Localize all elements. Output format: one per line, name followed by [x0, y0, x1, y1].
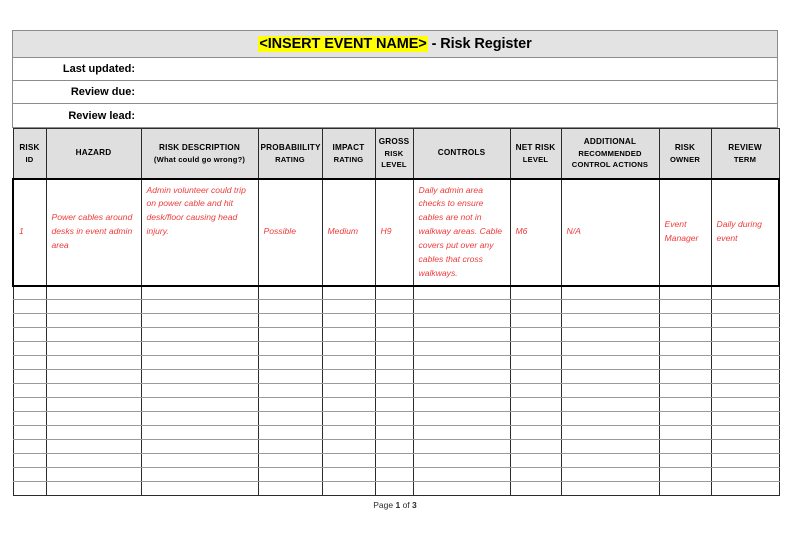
col-probability-line2: RATING: [275, 154, 305, 164]
cell-empty[interactable]: [322, 412, 375, 426]
cell-empty[interactable]: [322, 426, 375, 440]
cell-empty[interactable]: [659, 440, 711, 454]
cell-empty[interactable]: [322, 482, 375, 496]
cell-empty[interactable]: [258, 370, 322, 384]
last-updated-label: Last updated:: [62, 63, 135, 75]
cell-empty[interactable]: [141, 356, 258, 370]
cell-empty[interactable]: [13, 468, 46, 482]
review-due-label: Review due:: [70, 86, 135, 98]
col-net-risk-line2: LEVEL: [522, 154, 549, 164]
cell-empty[interactable]: [141, 342, 258, 356]
column-header-review-term: [711, 129, 779, 179]
cell-empty[interactable]: [561, 454, 659, 468]
cell-empty[interactable]: [561, 342, 659, 356]
cell-empty[interactable]: [510, 384, 561, 398]
cell-empty[interactable]: [258, 440, 322, 454]
table-row-empty: [13, 328, 779, 342]
cell-empty[interactable]: [46, 440, 141, 454]
cell-empty[interactable]: [659, 370, 711, 384]
cell-empty[interactable]: [510, 440, 561, 454]
cell-empty[interactable]: [13, 342, 46, 356]
col-net-risk-line1: NET RISK: [515, 142, 556, 152]
page-footer: [0, 500, 790, 510]
cell-empty[interactable]: [141, 398, 258, 412]
cell-empty[interactable]: [561, 482, 659, 496]
cell-empty[interactable]: [322, 328, 375, 342]
cell-empty[interactable]: [413, 454, 510, 468]
cell-empty[interactable]: [46, 342, 141, 356]
table-row-empty: [13, 314, 779, 328]
cell-empty[interactable]: [322, 398, 375, 412]
cell-empty[interactable]: [510, 342, 561, 356]
cell-empty[interactable]: [141, 314, 258, 328]
cell-empty[interactable]: [46, 328, 141, 342]
cell-empty[interactable]: [711, 384, 779, 398]
cell-empty[interactable]: [258, 412, 322, 426]
cell-empty[interactable]: [413, 482, 510, 496]
cell-empty[interactable]: [46, 398, 141, 412]
cell-empty[interactable]: [46, 454, 141, 468]
column-header-controls: [413, 129, 510, 179]
cell-empty[interactable]: [561, 314, 659, 328]
cell-empty[interactable]: [413, 286, 510, 300]
table-row-empty: [13, 342, 779, 356]
table-row-empty: [13, 482, 779, 496]
cell-empty[interactable]: [510, 426, 561, 440]
cell-review-term[interactable]: Daily during event: [711, 179, 779, 286]
cell-empty[interactable]: [13, 370, 46, 384]
document-title-row: [13, 31, 777, 58]
table-body: [13, 179, 779, 496]
cell-empty[interactable]: [711, 440, 779, 454]
cell-empty[interactable]: [659, 286, 711, 300]
column-header-hazard: [46, 129, 141, 179]
column-header-net-risk-level: [510, 129, 561, 179]
cell-empty[interactable]: [510, 468, 561, 482]
cell-empty[interactable]: [13, 286, 46, 300]
cell-empty[interactable]: [375, 440, 413, 454]
cell-empty[interactable]: [258, 482, 322, 496]
cell-empty[interactable]: [375, 356, 413, 370]
cell-empty[interactable]: [659, 342, 711, 356]
cell-hazard[interactable]: Power cables around desks in event admin area: [46, 179, 141, 286]
cell-empty[interactable]: [659, 482, 711, 496]
col-controls-line1: CONTROLS: [437, 148, 486, 158]
table-row-empty: [13, 468, 779, 482]
col-risk-id-line1: RISK: [19, 142, 40, 152]
col-review-line2: TERM: [733, 154, 757, 164]
cell-empty[interactable]: [510, 314, 561, 328]
cell-empty[interactable]: [46, 426, 141, 440]
cell-empty[interactable]: [258, 356, 322, 370]
cell-risk-owner[interactable]: Event Manager: [659, 179, 711, 286]
cell-empty[interactable]: [711, 356, 779, 370]
column-header-probability-rating: [258, 129, 322, 179]
cell-empty[interactable]: [258, 426, 322, 440]
cell-empty[interactable]: [659, 426, 711, 440]
cell-empty[interactable]: [375, 314, 413, 328]
meta-row-review-lead: [13, 104, 777, 127]
cell-risk-description[interactable]: Admin volunteer could trip on power cable and hit desk/floor causing head injury.: [141, 179, 258, 286]
cell-empty[interactable]: [561, 328, 659, 342]
cell-empty[interactable]: [375, 468, 413, 482]
cell-empty[interactable]: [141, 426, 258, 440]
cell-empty[interactable]: [510, 370, 561, 384]
table-row-empty: [13, 370, 779, 384]
cell-empty[interactable]: [659, 398, 711, 412]
page-title-suffix: - Risk Register: [427, 36, 532, 52]
cell-empty[interactable]: [13, 454, 46, 468]
col-gross-line1: GROSS: [378, 137, 410, 147]
cell-impact-rating[interactable]: Medium: [322, 179, 375, 286]
cell-empty[interactable]: [561, 286, 659, 300]
cell-empty[interactable]: [711, 468, 779, 482]
event-name-placeholder: <INSERT EVENT NAME>: [259, 36, 427, 52]
cell-empty[interactable]: [375, 286, 413, 300]
cell-empty[interactable]: [322, 454, 375, 468]
cell-empty[interactable]: [141, 370, 258, 384]
table-row-empty: [13, 356, 779, 370]
cell-empty[interactable]: [659, 356, 711, 370]
cell-empty[interactable]: [711, 426, 779, 440]
table-row-empty: [13, 454, 779, 468]
col-impact-line2: RATING: [333, 154, 364, 164]
col-impact-line1: IMPACT: [332, 142, 365, 152]
table-header-row: [13, 129, 779, 179]
cell-empty[interactable]: [413, 342, 510, 356]
cell-empty[interactable]: [561, 440, 659, 454]
cell-empty[interactable]: [322, 286, 375, 300]
cell-empty[interactable]: [413, 440, 510, 454]
cell-empty[interactable]: [510, 398, 561, 412]
cell-empty[interactable]: [711, 342, 779, 356]
cell-empty[interactable]: [413, 356, 510, 370]
cell-empty[interactable]: [561, 356, 659, 370]
cell-risk-id[interactable]: 1: [13, 179, 46, 286]
cell-empty[interactable]: [375, 426, 413, 440]
cell-empty[interactable]: [510, 300, 561, 314]
cell-empty[interactable]: [711, 328, 779, 342]
cell-empty[interactable]: [258, 398, 322, 412]
cell-empty[interactable]: [258, 328, 322, 342]
cell-empty[interactable]: [141, 286, 258, 300]
cell-empty[interactable]: [561, 468, 659, 482]
cell-empty[interactable]: [322, 342, 375, 356]
cell-empty[interactable]: [659, 468, 711, 482]
table-row-empty: [13, 412, 779, 426]
col-risk-desc-line2: (What could go wrong?): [153, 154, 246, 164]
cell-empty[interactable]: [711, 482, 779, 496]
cell-probability-rating[interactable]: Possible: [258, 179, 322, 286]
cell-empty[interactable]: [711, 314, 779, 328]
cell-empty[interactable]: [46, 482, 141, 496]
cell-empty[interactable]: [561, 300, 659, 314]
cell-empty[interactable]: [322, 370, 375, 384]
cell-empty[interactable]: [141, 454, 258, 468]
page-title: [258, 36, 531, 52]
cell-empty[interactable]: [375, 454, 413, 468]
table-row-empty: [13, 286, 779, 300]
cell-empty[interactable]: [510, 412, 561, 426]
cell-empty[interactable]: [13, 328, 46, 342]
cell-empty[interactable]: [375, 328, 413, 342]
table-row-empty: [13, 384, 779, 398]
cell-empty[interactable]: [46, 300, 141, 314]
cell-empty[interactable]: [322, 440, 375, 454]
cell-empty[interactable]: [711, 412, 779, 426]
cell-empty[interactable]: [375, 342, 413, 356]
cell-empty[interactable]: [46, 356, 141, 370]
table-row-empty: [13, 300, 779, 314]
cell-empty[interactable]: [659, 412, 711, 426]
col-hazard-line1: HAZARD: [75, 148, 112, 158]
cell-empty[interactable]: [322, 356, 375, 370]
cell-empty[interactable]: [413, 412, 510, 426]
col-owner-line2: OWNER: [669, 154, 701, 164]
cell-empty[interactable]: [561, 370, 659, 384]
risk-register-table: [12, 128, 780, 496]
footer-current-page: 1: [395, 500, 401, 510]
document-header-block: [12, 30, 778, 128]
cell-empty[interactable]: [141, 440, 258, 454]
cell-empty[interactable]: [258, 300, 322, 314]
cell-empty[interactable]: [561, 384, 659, 398]
cell-empty[interactable]: [510, 454, 561, 468]
cell-empty[interactable]: [375, 412, 413, 426]
review-lead-label: Review lead:: [68, 109, 135, 122]
footer-middle: of: [400, 500, 413, 510]
cell-empty[interactable]: [413, 398, 510, 412]
cell-empty[interactable]: [46, 370, 141, 384]
col-risk-id-line2: ID: [25, 154, 34, 164]
cell-empty[interactable]: [711, 300, 779, 314]
cell-empty[interactable]: [258, 286, 322, 300]
cell-empty[interactable]: [659, 300, 711, 314]
table-row-empty: [13, 398, 779, 412]
column-header-risk-owner: [659, 129, 711, 179]
table-row-empty: [13, 426, 779, 440]
cell-empty[interactable]: [258, 468, 322, 482]
cell-empty[interactable]: [322, 300, 375, 314]
cell-empty[interactable]: [258, 454, 322, 468]
cell-empty[interactable]: [561, 412, 659, 426]
table-row-empty: [13, 440, 779, 454]
cell-empty[interactable]: [141, 412, 258, 426]
cell-empty[interactable]: [258, 342, 322, 356]
cell-empty[interactable]: [413, 300, 510, 314]
cell-empty[interactable]: [141, 482, 258, 496]
cell-empty[interactable]: [659, 454, 711, 468]
cell-net-risk-level[interactable]: M6: [510, 179, 561, 286]
cell-empty[interactable]: [510, 328, 561, 342]
meta-row-review-due: [13, 81, 777, 104]
cell-empty[interactable]: [413, 370, 510, 384]
column-header-risk-description: [141, 129, 258, 179]
column-header-gross-risk-level: [375, 129, 413, 179]
cell-empty[interactable]: [322, 468, 375, 482]
cell-empty[interactable]: [413, 384, 510, 398]
cell-empty[interactable]: [510, 356, 561, 370]
cell-empty[interactable]: [375, 482, 413, 496]
cell-empty[interactable]: [322, 314, 375, 328]
cell-empty[interactable]: [561, 426, 659, 440]
cell-empty[interactable]: [46, 412, 141, 426]
cell-empty[interactable]: [13, 398, 46, 412]
column-header-impact-rating: [322, 129, 375, 179]
cell-empty[interactable]: [258, 314, 322, 328]
col-gross-line3: LEVEL: [381, 160, 407, 170]
footer-prefix: Page: [373, 500, 396, 510]
cell-empty[interactable]: [46, 286, 141, 300]
cell-empty[interactable]: [711, 370, 779, 384]
column-header-additional-actions: [561, 129, 659, 179]
cell-empty[interactable]: [13, 300, 46, 314]
cell-empty[interactable]: [375, 300, 413, 314]
cell-empty[interactable]: [375, 384, 413, 398]
cell-empty[interactable]: [141, 468, 258, 482]
cell-controls[interactable]: Daily admin area checks to ensure cables are not in walkway areas. Cable covers put over any cables that cross walkways.: [413, 179, 510, 286]
cell-empty[interactable]: [510, 482, 561, 496]
cell-empty[interactable]: [711, 454, 779, 468]
cell-empty[interactable]: [46, 384, 141, 398]
cell-empty[interactable]: [46, 314, 141, 328]
column-header-risk-id: [13, 129, 46, 179]
meta-row-last-updated: [13, 58, 777, 81]
cell-empty[interactable]: [659, 314, 711, 328]
cell-empty[interactable]: [141, 300, 258, 314]
cell-empty[interactable]: [13, 384, 46, 398]
cell-empty[interactable]: [659, 328, 711, 342]
cell-empty[interactable]: [659, 384, 711, 398]
cell-empty[interactable]: [711, 286, 779, 300]
col-review-line1: REVIEW: [728, 142, 762, 152]
cell-additional-actions[interactable]: N/A: [561, 179, 659, 286]
cell-empty[interactable]: [711, 398, 779, 412]
cell-gross-risk-level[interactable]: H9: [375, 179, 413, 286]
cell-empty[interactable]: [13, 356, 46, 370]
cell-empty[interactable]: [413, 468, 510, 482]
cell-empty[interactable]: [46, 468, 141, 482]
cell-empty[interactable]: [413, 328, 510, 342]
table-row-example: [13, 179, 779, 286]
cell-empty[interactable]: [13, 482, 46, 496]
col-gross-line2: RISK: [384, 149, 404, 159]
cell-empty[interactable]: [13, 314, 46, 328]
col-probability-line1: PROBABIILITY: [260, 142, 321, 152]
col-additional-line3: CONTROL ACTIONS: [571, 160, 649, 170]
col-owner-line1: RISK: [674, 142, 696, 152]
col-additional-line1: ADDITIONAL: [583, 137, 637, 147]
cell-empty[interactable]: [413, 314, 510, 328]
col-additional-line2: RECOMMENDED: [578, 149, 642, 159]
cell-empty[interactable]: [141, 384, 258, 398]
cell-empty[interactable]: [13, 412, 46, 426]
cell-empty[interactable]: [322, 384, 375, 398]
footer-total-pages: 3: [412, 500, 417, 510]
cell-empty[interactable]: [413, 426, 510, 440]
cell-empty[interactable]: [375, 370, 413, 384]
cell-empty[interactable]: [13, 440, 46, 454]
cell-empty[interactable]: [13, 426, 46, 440]
cell-empty[interactable]: [375, 398, 413, 412]
cell-empty[interactable]: [141, 328, 258, 342]
cell-empty[interactable]: [510, 286, 561, 300]
col-risk-desc-line1: RISK DESCRIPTION: [159, 142, 240, 152]
cell-empty[interactable]: [561, 398, 659, 412]
cell-empty[interactable]: [258, 384, 322, 398]
